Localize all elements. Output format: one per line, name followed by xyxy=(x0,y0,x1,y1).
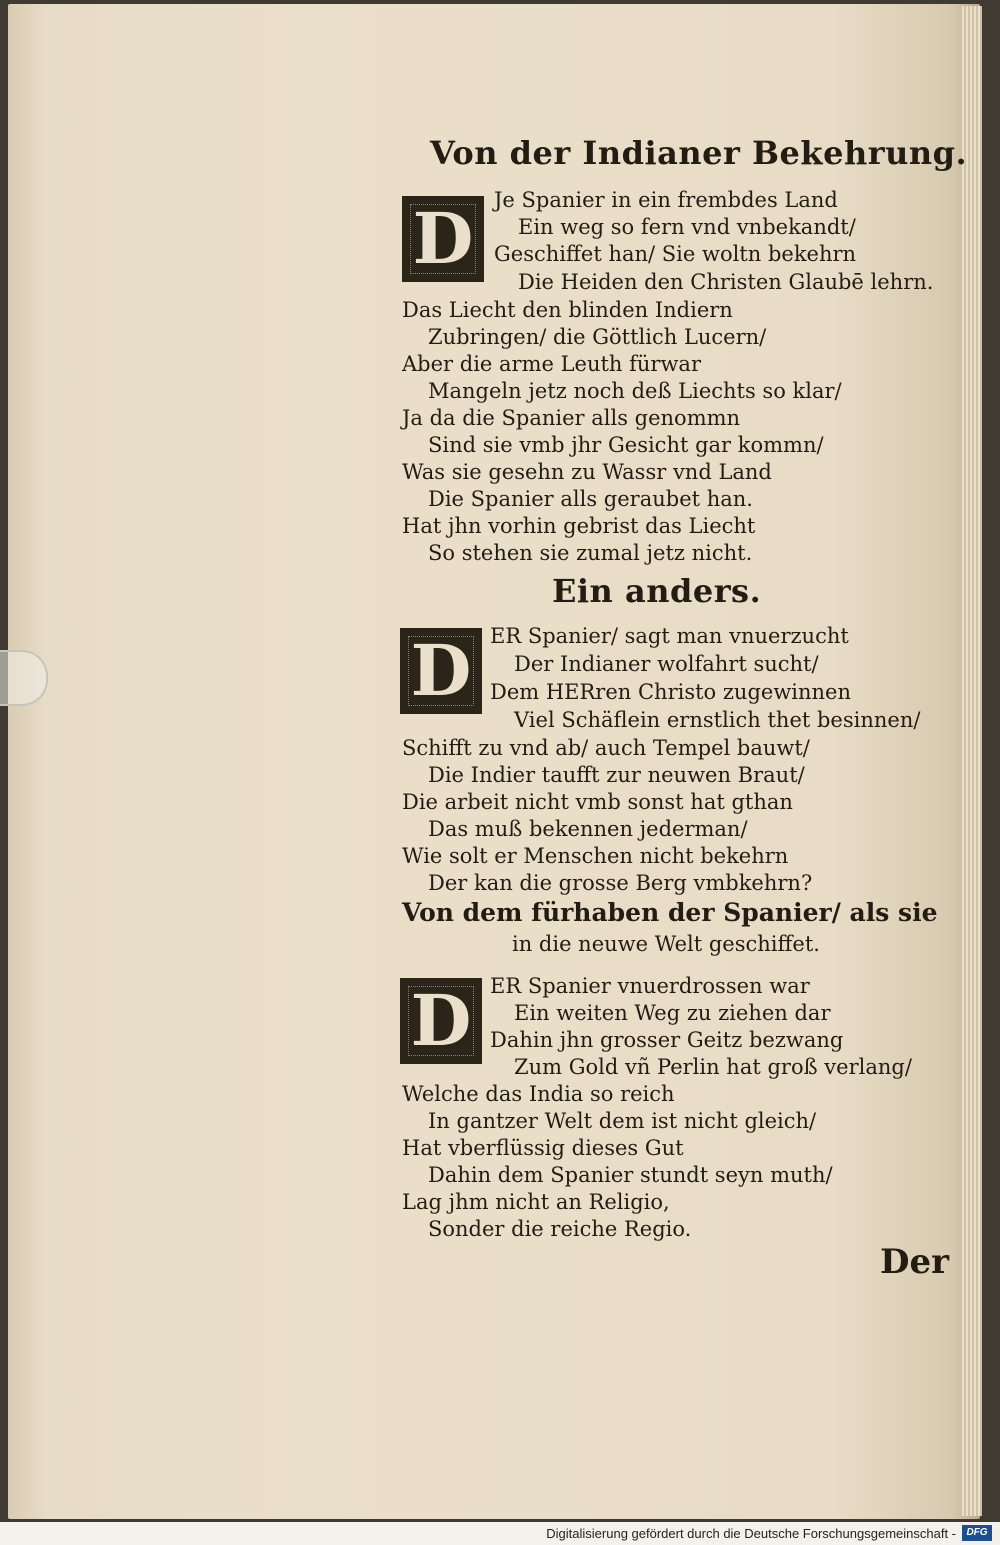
verse-line: So stehen sie zumal jetz nicht. xyxy=(428,541,753,565)
digitization-footer xyxy=(0,1522,1000,1545)
verse-line: Ja da die Spanier alls genommn xyxy=(402,406,741,430)
funding-notice: Digitalisierung gefördert durch die Deutsche Forschungsgemeinschaft - xyxy=(546,1526,956,1541)
verse-line: Geschiffet han/ Sie woltn bekehrn xyxy=(494,242,857,266)
verse-line: Zubringen/ die Göttlich Lucern/ xyxy=(428,325,767,349)
page-fore-edge xyxy=(960,6,982,1516)
verse-line: Hat vberflüssig dieses Gut xyxy=(402,1136,684,1160)
verse-line: Wie solt er Menschen nicht bekehrn xyxy=(402,844,789,868)
page-clip xyxy=(0,650,48,706)
verse-line: Ein weiten Weg zu ziehen dar xyxy=(514,1001,831,1025)
catchword: Der xyxy=(880,1242,950,1282)
verse-line: Schifft zu vnd ab/ auch Tempel bauwt/ xyxy=(402,736,810,760)
section3-title-line1: Von dem fürhaben der Spanier/ als sie xyxy=(402,898,938,927)
decorated-initial-3: D xyxy=(400,978,482,1064)
verse-line: Dahin dem Spanier stundt seyn muth/ xyxy=(428,1163,833,1187)
verse-line: Was sie gesehn zu Wassr vnd Land xyxy=(402,460,772,484)
section3-title-line2: in die neuwe Welt geschiffet. xyxy=(512,932,820,956)
verse-line: Die Heiden den Christen Glaubē lehrn. xyxy=(518,270,934,294)
verse-line: Lag jhm nicht an Religio, xyxy=(402,1190,670,1214)
verse-line: Je Spanier in ein frembdes Land xyxy=(494,188,838,212)
section2-title: Ein anders. xyxy=(552,572,762,610)
verse-line: Der Indianer wolfahrt sucht/ xyxy=(514,652,819,676)
verse-line: ER Spanier vnuerdrossen war xyxy=(490,974,810,998)
verse-line: Zum Gold vñ Perlin hat groß verlang/ xyxy=(514,1055,912,1079)
verse-line: ER Spanier/ sagt man vnuerzucht xyxy=(490,624,849,648)
section1-title: Von der Indianer Bekehrung. xyxy=(430,134,968,172)
verse-line: Viel Schäflein ernstlich thet besinnen/ xyxy=(514,708,921,732)
verse-line: Aber die arme Leuth fürwar xyxy=(402,352,701,376)
verse-line: Hat jhn vorhin gebrist das Liecht xyxy=(402,514,756,538)
verse-line: Sind sie vmb jhr Gesicht gar kommn/ xyxy=(428,433,824,457)
decorated-initial-1: D xyxy=(402,196,484,282)
verse-line: Der kan die grosse Berg vmbkehrn? xyxy=(428,871,813,895)
verse-line: Das muß bekennen jederman/ xyxy=(428,817,748,841)
verse-line: Das Liecht den blinden Indiern xyxy=(402,298,733,322)
verse-line: Die Indier taufft zur neuwen Braut/ xyxy=(428,763,805,787)
verse-line: Die arbeit nicht vmb sonst hat gthan xyxy=(402,790,793,814)
verse-line: Dahin jhn grosser Geitz bezwang xyxy=(490,1028,844,1052)
verse-line: Die Spanier alls geraubet han. xyxy=(428,487,753,511)
verse-line: Welche das India so reich xyxy=(402,1082,675,1106)
verse-line: Dem HERren Christo zugewinnen xyxy=(490,680,852,704)
verse-line: Sonder die reiche Regio. xyxy=(428,1217,692,1241)
verse-line: In gantzer Welt dem ist nicht gleich/ xyxy=(428,1109,817,1133)
dfg-logo-icon: DFG xyxy=(962,1525,992,1541)
decorated-initial-2: D xyxy=(400,628,482,714)
verse-line: Mangeln jetz noch deß Liechts so klar/ xyxy=(428,379,842,403)
verse-line: Ein weg so fern vnd vnbekandt/ xyxy=(518,215,856,239)
